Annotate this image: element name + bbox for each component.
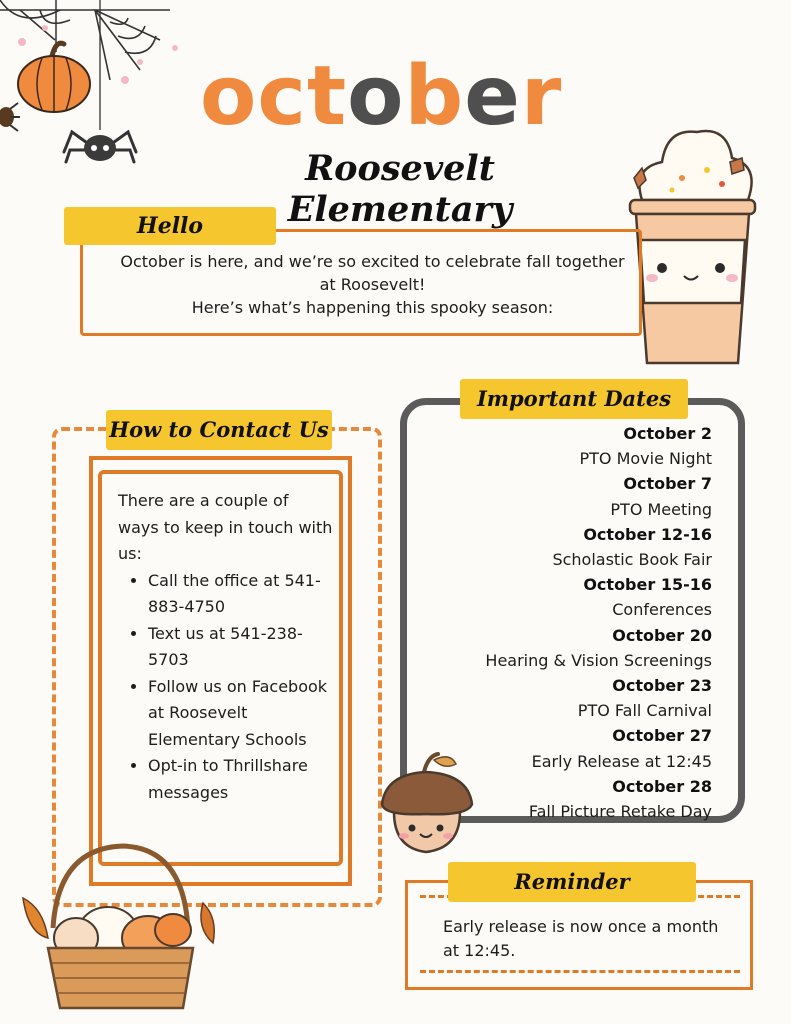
title-letter: c bbox=[257, 49, 307, 144]
page-title bbox=[200, 49, 670, 144]
contact-item: • Text us at 541-238-5703 bbox=[148, 621, 333, 674]
event-date: October 20 bbox=[612, 625, 712, 645]
contact-body bbox=[118, 488, 333, 806]
event-date: October 27 bbox=[612, 726, 712, 746]
event-name: PTO Fall Carnival bbox=[577, 701, 712, 721]
reminder-text: Early release is now once a month at 12:45. bbox=[443, 917, 719, 960]
title-letter: t bbox=[306, 49, 348, 144]
event-name: PTO Movie Night bbox=[579, 449, 712, 469]
acorn-icon bbox=[376, 752, 476, 857]
event-date: October 23 bbox=[612, 676, 712, 696]
contact-label: How to Contact Us bbox=[106, 410, 332, 450]
spider-icon bbox=[60, 0, 150, 175]
event-date: October 2 bbox=[623, 424, 712, 443]
event-name: Early Release at 12:45 bbox=[531, 751, 712, 771]
reminder-label: Reminder bbox=[448, 862, 696, 902]
hello-line: Here’s what’s happening this spooky season: bbox=[191, 298, 554, 317]
hello-label: Hello bbox=[64, 207, 276, 245]
contact-item: • Follow us on Facebook at Roosevelt Elementary Schools bbox=[148, 674, 333, 754]
event-date: October 7 bbox=[623, 474, 712, 494]
event-date: October 15-16 bbox=[583, 575, 712, 595]
event-name: PTO Meeting bbox=[610, 499, 712, 519]
contact-list bbox=[118, 568, 333, 807]
contact-item: • Opt-in to Thrillshare messages bbox=[148, 753, 333, 806]
school-name: Roosevelt Elementary bbox=[287, 148, 513, 230]
event-name: Fall Picture Retake Day bbox=[528, 802, 712, 822]
reminder-dash-bottom bbox=[420, 970, 740, 973]
title-letter: b bbox=[404, 49, 465, 144]
hello-line: October is here, and we’re so excited to celebrate fall together bbox=[120, 252, 625, 271]
title-letter: o bbox=[347, 49, 405, 144]
event-date: October 28 bbox=[612, 776, 712, 796]
contact-item: • Call the office at 541-883-4750 bbox=[148, 568, 333, 621]
small-spider-icon bbox=[0, 95, 22, 135]
event-name: Conferences bbox=[612, 600, 712, 620]
hello-message bbox=[110, 250, 635, 319]
event-name: Scholastic Book Fair bbox=[552, 550, 712, 570]
hello-line: at Roosevelt! bbox=[319, 275, 426, 294]
title-letter: r bbox=[520, 49, 563, 144]
contact-intro: There are a couple of ways to keep in touch with us: bbox=[118, 491, 333, 563]
event-name: Hearing & Vision Screenings bbox=[485, 650, 712, 670]
title-letter: o bbox=[200, 49, 258, 144]
event-date: October 12-16 bbox=[583, 524, 712, 544]
pumpkin-basket-icon bbox=[18, 838, 223, 1018]
dates-label: Important Dates bbox=[460, 379, 688, 419]
title-letter: e bbox=[464, 49, 521, 144]
